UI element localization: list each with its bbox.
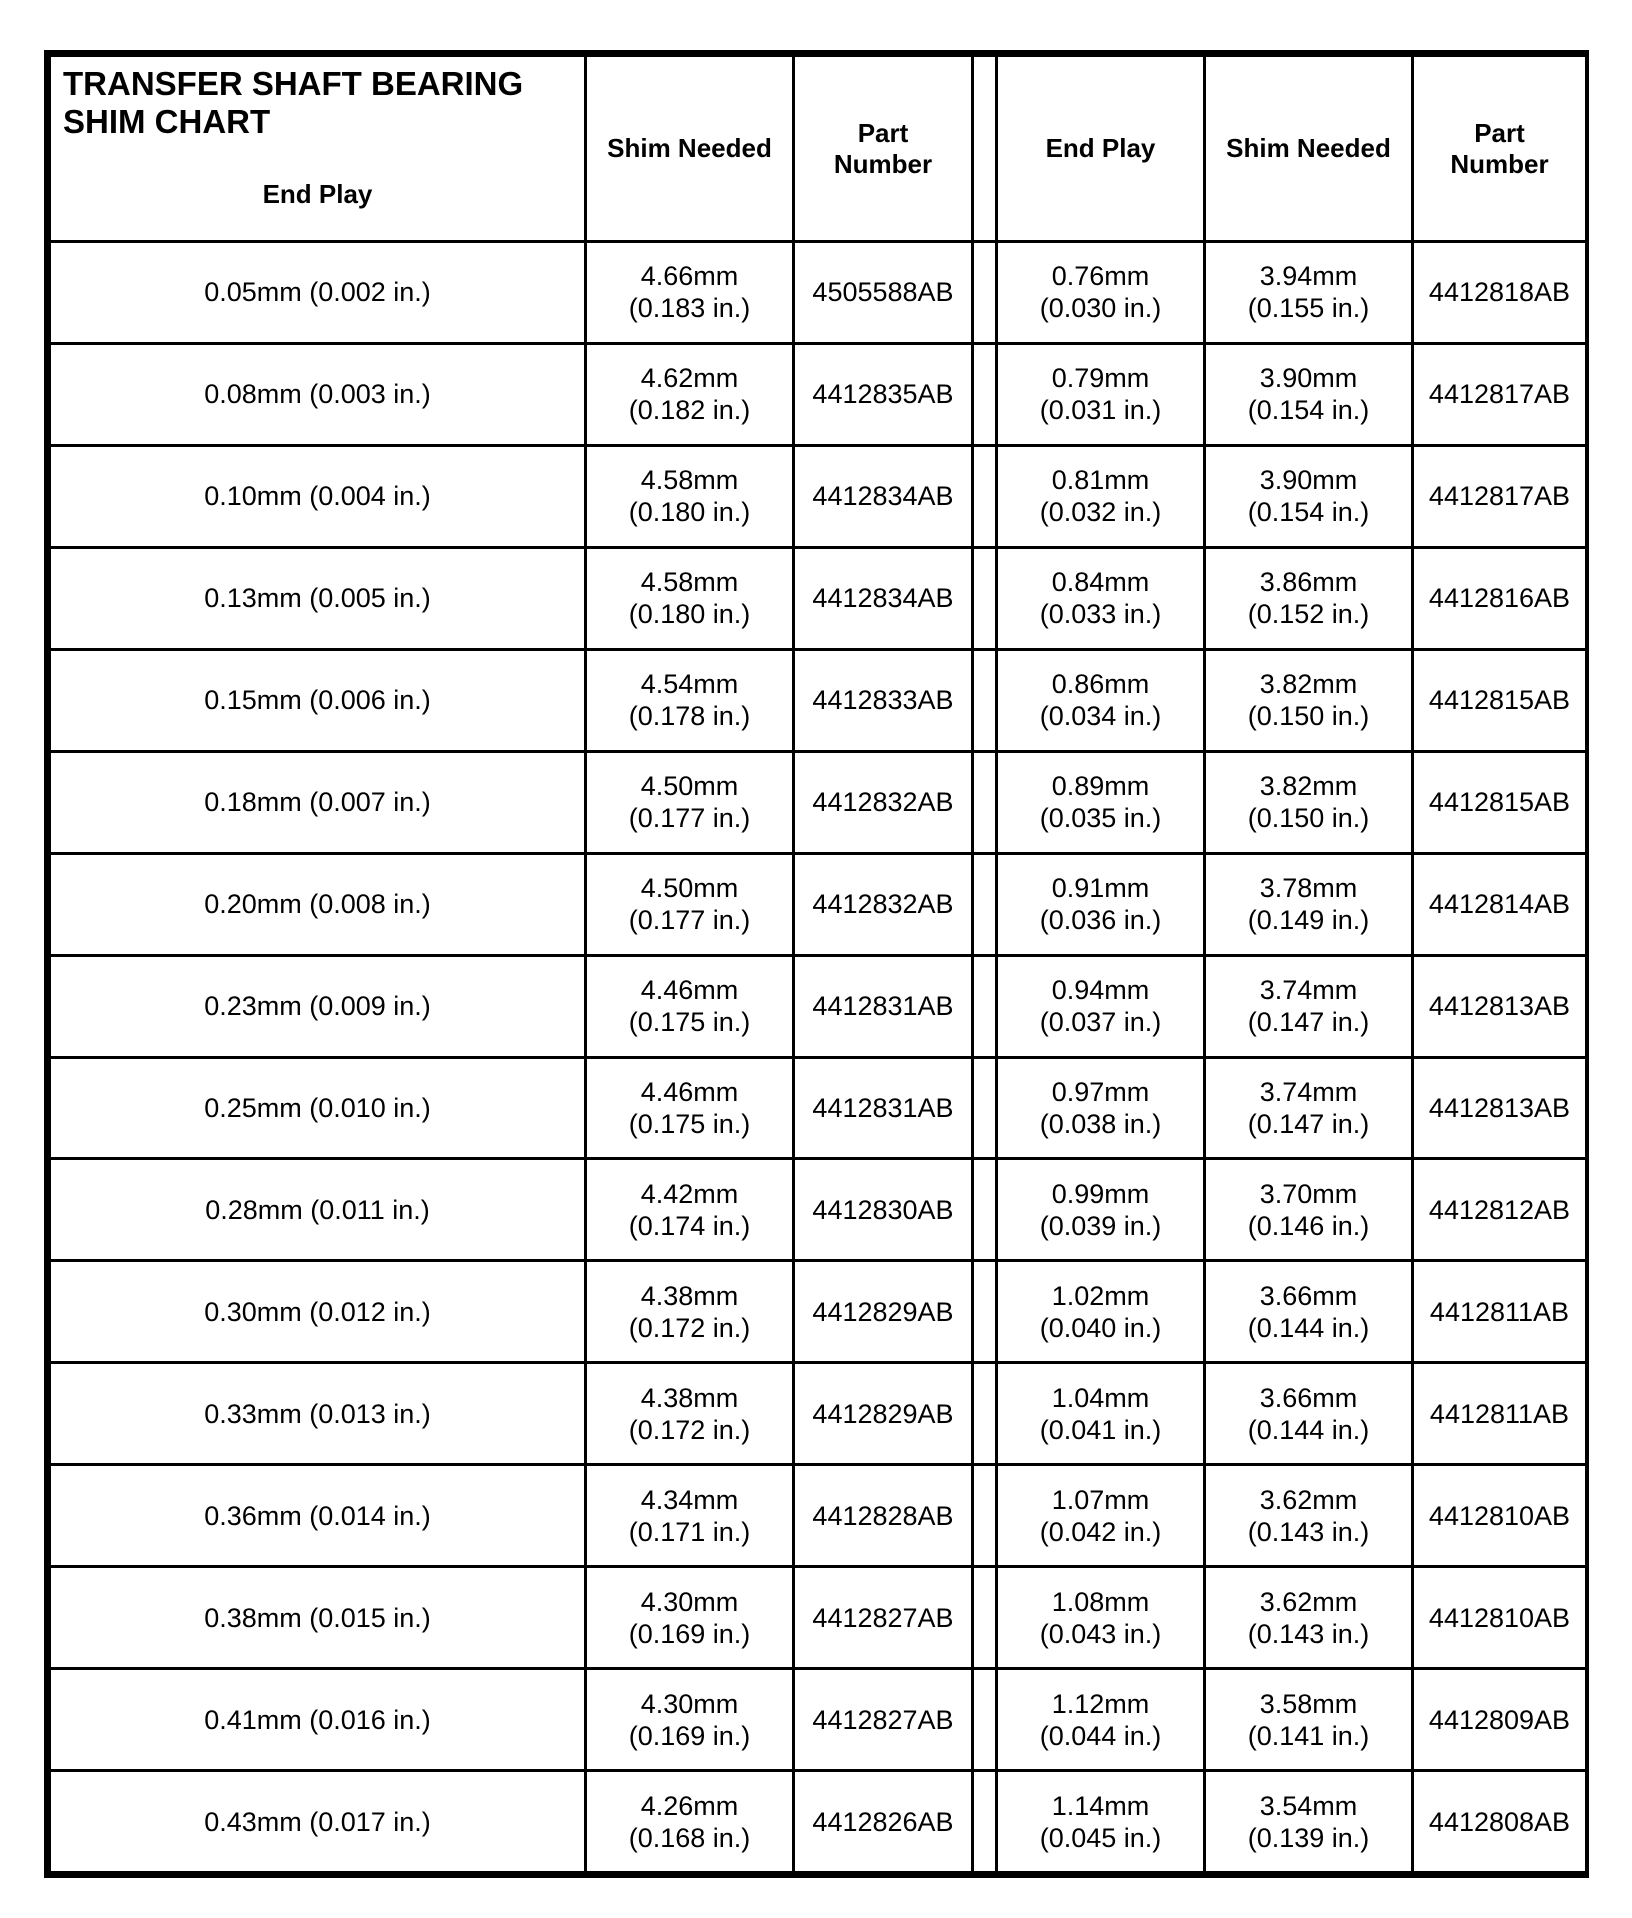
table-row: [50, 242, 1587, 344]
part-number-cell: 4412831AB: [794, 955, 973, 1057]
column-divider: [973, 343, 997, 445]
shim-mm: 3.70mm: [1259, 1178, 1358, 1209]
shim-in: (0.177 in.): [628, 803, 751, 834]
shim-mm: 4.50mm: [640, 771, 739, 802]
end-play-mm: 0.81mm: [1051, 465, 1150, 496]
end-play-cell: 0.41mm (0.016 in.): [50, 1669, 586, 1771]
shim-in: (0.175 in.): [628, 1007, 751, 1038]
end-play-cell: 0.05mm (0.002 in.): [50, 242, 586, 344]
chart-body: [50, 242, 1587, 1873]
part-number-cell: 4412829AB: [794, 1363, 973, 1465]
shim-needed-cell: [586, 1567, 794, 1669]
part-number-cell-right: 4412811AB: [1413, 1261, 1587, 1363]
end-play-cell-right: [997, 853, 1205, 955]
part-number-cell: 4412832AB: [794, 751, 973, 853]
column-divider: [973, 1771, 997, 1873]
column-divider: [973, 853, 997, 955]
shim-needed-cell: [586, 1669, 794, 1771]
shim-chart-table: [48, 54, 1588, 1874]
shim-needed-cell-right: [1205, 1669, 1413, 1771]
end-play-in: (0.037 in.): [1039, 1007, 1162, 1038]
end-play-cell-right: [997, 242, 1205, 344]
shim-mm: 3.90mm: [1259, 465, 1358, 496]
column-divider: [973, 1261, 997, 1363]
part-number-cell: 4412827AB: [794, 1669, 973, 1771]
end-play-mm: 0.86mm: [1051, 669, 1150, 700]
end-play-cell-right: [997, 1261, 1205, 1363]
shim-in: (0.169 in.): [628, 1720, 751, 1751]
end-play-mm: 1.07mm: [1051, 1484, 1150, 1515]
table-row: [50, 751, 1587, 853]
shim-mm: 3.74mm: [1259, 975, 1358, 1006]
shim-mm: 4.62mm: [640, 363, 739, 394]
shim-needed-cell-right: [1205, 955, 1413, 1057]
end-play-mm: 0.84mm: [1051, 567, 1150, 598]
header-shim-needed-right: Shim Needed: [1205, 56, 1413, 242]
end-play-cell: 0.43mm (0.017 in.): [50, 1771, 586, 1873]
end-play-cell: 0.25mm (0.010 in.): [50, 1057, 586, 1159]
title-cell: [50, 56, 586, 242]
shim-needed-cell-right: [1205, 1363, 1413, 1465]
shim-mm: 3.66mm: [1259, 1280, 1358, 1311]
shim-mm: 4.66mm: [640, 261, 739, 292]
shim-needed-cell-right: [1205, 242, 1413, 344]
shim-needed-cell: [586, 242, 794, 344]
shim-needed-cell-right: [1205, 751, 1413, 853]
part-number-cell-right: 4412808AB: [1413, 1771, 1587, 1873]
part-number-cell-right: 4412815AB: [1413, 751, 1587, 853]
column-divider: [973, 56, 997, 242]
shim-in: (0.183 in.): [628, 293, 751, 324]
table-row: [50, 1465, 1587, 1567]
end-play-cell-right: [997, 1057, 1205, 1159]
table-row: [50, 1057, 1587, 1159]
shim-mm: 4.34mm: [640, 1484, 739, 1515]
end-play-mm: 0.97mm: [1051, 1076, 1150, 1107]
column-divider: [973, 1057, 997, 1159]
shim-in: (0.143 in.): [1247, 1618, 1370, 1649]
shim-mm: 3.86mm: [1259, 567, 1358, 598]
end-play-in: (0.044 in.): [1039, 1720, 1162, 1751]
end-play-cell-right: [997, 1465, 1205, 1567]
shim-in: (0.147 in.): [1247, 1007, 1370, 1038]
part-number-cell-right: 4412817AB: [1413, 343, 1587, 445]
shim-mm: 4.46mm: [640, 1076, 739, 1107]
shim-in: (0.155 in.): [1247, 293, 1370, 324]
end-play-mm: 0.91mm: [1051, 873, 1150, 904]
end-play-cell: 0.28mm (0.011 in.): [50, 1159, 586, 1261]
shim-in: (0.150 in.): [1247, 701, 1370, 732]
shim-in: (0.152 in.): [1247, 599, 1370, 630]
chart-title: TRANSFER SHAFT BEARING SHIM CHART: [63, 65, 524, 140]
end-play-cell: 0.10mm (0.004 in.): [50, 445, 586, 547]
end-play-in: (0.045 in.): [1039, 1822, 1162, 1853]
shim-in: (0.168 in.): [628, 1822, 751, 1853]
part-number-cell: 4412832AB: [794, 853, 973, 955]
header-part-number-left: [794, 56, 973, 242]
shim-in: (0.180 in.): [628, 599, 751, 630]
part-number-cell: 4412827AB: [794, 1567, 973, 1669]
part-number-cell: 4412830AB: [794, 1159, 973, 1261]
column-divider: [973, 1669, 997, 1771]
table-row: [50, 343, 1587, 445]
shim-needed-cell-right: [1205, 1261, 1413, 1363]
end-play-cell-right: [997, 955, 1205, 1057]
end-play-mm: 0.89mm: [1051, 771, 1150, 802]
table-row: [50, 445, 1587, 547]
part-number-cell: 4412834AB: [794, 445, 973, 547]
shim-needed-cell: [586, 1363, 794, 1465]
end-play-in: (0.043 in.): [1039, 1618, 1162, 1649]
shim-in: (0.150 in.): [1247, 803, 1370, 834]
part-number-cell-right: 4412810AB: [1413, 1567, 1587, 1669]
shim-mm: 3.82mm: [1259, 669, 1358, 700]
column-divider: [973, 1567, 997, 1669]
part-number-cell-right: 4412816AB: [1413, 547, 1587, 649]
shim-in: (0.182 in.): [628, 395, 751, 426]
column-divider: [973, 1159, 997, 1261]
shim-needed-cell: [586, 445, 794, 547]
shim-needed-cell: [586, 649, 794, 751]
part-number-cell-right: 4412810AB: [1413, 1465, 1587, 1567]
part-number-cell: 4412835AB: [794, 343, 973, 445]
shim-in: (0.147 in.): [1247, 1108, 1370, 1139]
end-play-in: (0.041 in.): [1039, 1414, 1162, 1445]
shim-needed-cell: [586, 547, 794, 649]
end-play-cell-right: [997, 343, 1205, 445]
shim-mm: 3.54mm: [1259, 1790, 1358, 1821]
end-play-mm: 1.04mm: [1051, 1382, 1150, 1413]
table-row: [50, 955, 1587, 1057]
end-play-mm: 0.94mm: [1051, 975, 1150, 1006]
end-play-cell: 0.33mm (0.013 in.): [50, 1363, 586, 1465]
shim-mm: 3.94mm: [1259, 261, 1358, 292]
part-number-cell: 4412831AB: [794, 1057, 973, 1159]
shim-chart: [44, 50, 1589, 1878]
shim-mm: 3.62mm: [1259, 1586, 1358, 1617]
column-divider: [973, 445, 997, 547]
part-number-cell: 4505588AB: [794, 242, 973, 344]
end-play-cell-right: [997, 649, 1205, 751]
header-shim-needed-left: Shim Needed: [586, 56, 794, 242]
end-play-cell: 0.13mm (0.005 in.): [50, 547, 586, 649]
shim-in: (0.169 in.): [628, 1618, 751, 1649]
shim-mm: 4.30mm: [640, 1586, 739, 1617]
shim-mm: 4.38mm: [640, 1382, 739, 1413]
end-play-in: (0.038 in.): [1039, 1108, 1162, 1139]
shim-mm: 3.78mm: [1259, 873, 1358, 904]
shim-mm: 3.66mm: [1259, 1382, 1358, 1413]
end-play-in: (0.032 in.): [1039, 497, 1162, 528]
end-play-mm: 0.99mm: [1051, 1178, 1150, 1209]
shim-needed-cell-right: [1205, 1159, 1413, 1261]
shim-in: (0.175 in.): [628, 1108, 751, 1139]
header-part-number-right-text: Part Number: [1450, 117, 1549, 179]
end-play-mm: 1.08mm: [1051, 1586, 1150, 1617]
end-play-cell: 0.38mm (0.015 in.): [50, 1567, 586, 1669]
end-play-cell-right: [997, 1159, 1205, 1261]
shim-needed-cell: [586, 1261, 794, 1363]
part-number-cell: 4412826AB: [794, 1771, 973, 1873]
end-play-cell-right: [997, 751, 1205, 853]
end-play-cell: 0.23mm (0.009 in.): [50, 955, 586, 1057]
end-play-cell: 0.36mm (0.014 in.): [50, 1465, 586, 1567]
end-play-in: (0.039 in.): [1039, 1210, 1162, 1241]
shim-needed-cell-right: [1205, 343, 1413, 445]
part-number-cell: 4412829AB: [794, 1261, 973, 1363]
shim-needed-cell: [586, 955, 794, 1057]
shim-needed-cell-right: [1205, 649, 1413, 751]
shim-needed-cell-right: [1205, 1567, 1413, 1669]
shim-in: (0.154 in.): [1247, 497, 1370, 528]
header-end-play-right: End Play: [997, 56, 1205, 242]
end-play-in: (0.031 in.): [1039, 395, 1162, 426]
part-number-cell: 4412833AB: [794, 649, 973, 751]
table-row: [50, 1771, 1587, 1873]
shim-mm: 4.50mm: [640, 873, 739, 904]
end-play-mm: 1.14mm: [1051, 1790, 1150, 1821]
shim-needed-cell: [586, 1465, 794, 1567]
end-play-cell: 0.30mm (0.012 in.): [50, 1261, 586, 1363]
end-play-in: (0.042 in.): [1039, 1516, 1162, 1547]
part-number-cell-right: 4412811AB: [1413, 1363, 1587, 1465]
shim-mm: 4.54mm: [640, 669, 739, 700]
part-number-cell: 4412834AB: [794, 547, 973, 649]
shim-in: (0.141 in.): [1247, 1720, 1370, 1751]
shim-needed-cell: [586, 1159, 794, 1261]
end-play-mm: 1.02mm: [1051, 1280, 1150, 1311]
shim-mm: 4.38mm: [640, 1280, 739, 1311]
shim-needed-cell-right: [1205, 445, 1413, 547]
end-play-in: (0.034 in.): [1039, 701, 1162, 732]
shim-in: (0.178 in.): [628, 701, 751, 732]
shim-mm: 3.58mm: [1259, 1688, 1358, 1719]
shim-needed-cell-right: [1205, 853, 1413, 955]
shim-in: (0.180 in.): [628, 497, 751, 528]
table-row: [50, 853, 1587, 955]
end-play-mm: 1.12mm: [1051, 1688, 1150, 1719]
end-play-cell-right: [997, 547, 1205, 649]
shim-needed-cell: [586, 853, 794, 955]
header-part-number-right: [1413, 56, 1587, 242]
end-play-in: (0.035 in.): [1039, 803, 1162, 834]
end-play-in: (0.033 in.): [1039, 599, 1162, 630]
end-play-cell: 0.15mm (0.006 in.): [50, 649, 586, 751]
shim-mm: 4.46mm: [640, 975, 739, 1006]
part-number-cell-right: 4412809AB: [1413, 1669, 1587, 1771]
shim-in: (0.172 in.): [628, 1414, 751, 1445]
end-play-mm: 0.76mm: [1051, 261, 1150, 292]
shim-needed-cell: [586, 1771, 794, 1873]
table-row: [50, 1261, 1587, 1363]
shim-in: (0.139 in.): [1247, 1822, 1370, 1853]
shim-in: (0.144 in.): [1247, 1414, 1370, 1445]
shim-mm: 4.26mm: [640, 1790, 739, 1821]
shim-in: (0.172 in.): [628, 1312, 751, 1343]
end-play-cell: 0.08mm (0.003 in.): [50, 343, 586, 445]
part-number-cell-right: 4412814AB: [1413, 853, 1587, 955]
table-row: [50, 649, 1587, 751]
part-number-cell-right: 4412818AB: [1413, 242, 1587, 344]
part-number-cell-right: 4412813AB: [1413, 955, 1587, 1057]
shim-in: (0.144 in.): [1247, 1312, 1370, 1343]
end-play-mm: 0.79mm: [1051, 363, 1150, 394]
shim-in: (0.154 in.): [1247, 395, 1370, 426]
end-play-cell-right: [997, 1669, 1205, 1771]
end-play-cell-right: [997, 445, 1205, 547]
end-play-in: (0.040 in.): [1039, 1312, 1162, 1343]
table-row: [50, 1669, 1587, 1771]
end-play-in: (0.036 in.): [1039, 905, 1162, 936]
table-row: [50, 1159, 1587, 1261]
part-number-cell: 4412828AB: [794, 1465, 973, 1567]
part-number-cell-right: 4412813AB: [1413, 1057, 1587, 1159]
shim-needed-cell: [586, 343, 794, 445]
shim-mm: 3.74mm: [1259, 1076, 1358, 1107]
shim-in: (0.171 in.): [628, 1516, 751, 1547]
shim-mm: 4.58mm: [640, 567, 739, 598]
shim-mm: 4.30mm: [640, 1688, 739, 1719]
shim-in: (0.146 in.): [1247, 1210, 1370, 1241]
shim-needed-cell-right: [1205, 1771, 1413, 1873]
end-play-cell: 0.18mm (0.007 in.): [50, 751, 586, 853]
part-number-cell-right: 4412817AB: [1413, 445, 1587, 547]
column-divider: [973, 955, 997, 1057]
shim-mm: 3.62mm: [1259, 1484, 1358, 1515]
shim-needed-cell-right: [1205, 1465, 1413, 1567]
end-play-in: (0.030 in.): [1039, 293, 1162, 324]
shim-mm: 4.58mm: [640, 465, 739, 496]
table-row: [50, 1567, 1587, 1669]
column-divider: [973, 1465, 997, 1567]
end-play-cell-right: [997, 1363, 1205, 1465]
column-divider: [973, 751, 997, 853]
column-divider: [973, 242, 997, 344]
end-play-cell-right: [997, 1771, 1205, 1873]
header-part-number-left-text: Part Number: [833, 117, 933, 179]
header-row: [50, 56, 1587, 242]
part-number-cell-right: 4412815AB: [1413, 649, 1587, 751]
end-play-cell: 0.20mm (0.008 in.): [50, 853, 586, 955]
shim-in: (0.149 in.): [1247, 905, 1370, 936]
shim-mm: 3.82mm: [1259, 771, 1358, 802]
shim-in: (0.177 in.): [628, 905, 751, 936]
shim-needed-cell: [586, 751, 794, 853]
shim-needed-cell: [586, 1057, 794, 1159]
column-divider: [973, 547, 997, 649]
shim-in: (0.143 in.): [1247, 1516, 1370, 1547]
column-divider: [973, 1363, 997, 1465]
table-row: [50, 547, 1587, 649]
header-end-play-left: End Play: [262, 179, 373, 209]
column-divider: [973, 649, 997, 751]
end-play-cell-right: [997, 1567, 1205, 1669]
part-number-cell-right: 4412812AB: [1413, 1159, 1587, 1261]
shim-needed-cell-right: [1205, 547, 1413, 649]
shim-mm: 4.42mm: [640, 1178, 739, 1209]
shim-needed-cell-right: [1205, 1057, 1413, 1159]
shim-mm: 3.90mm: [1259, 363, 1358, 394]
shim-in: (0.174 in.): [628, 1210, 751, 1241]
table-row: [50, 1363, 1587, 1465]
